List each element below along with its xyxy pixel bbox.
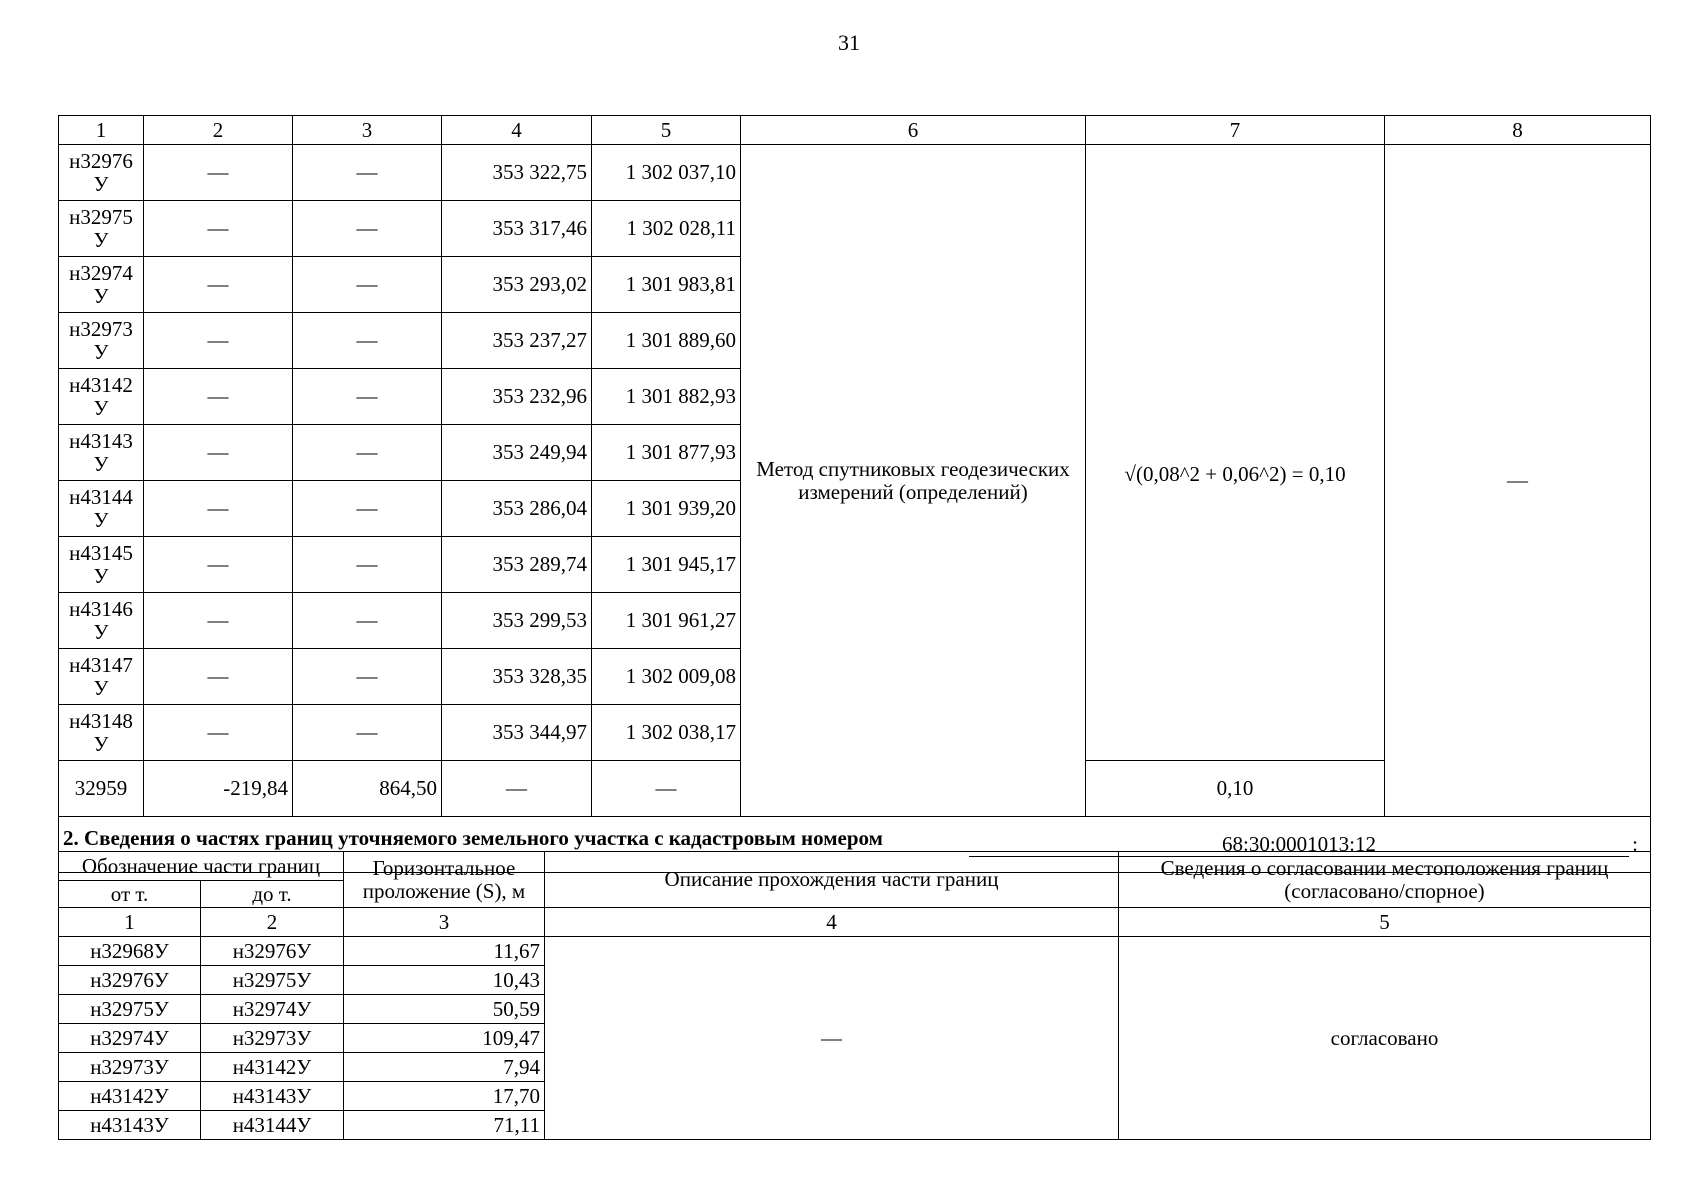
table-cell: 353 286,04 [442, 481, 592, 537]
table-cell: 1 301 882,93 [592, 369, 741, 425]
horizontal-header: Горизонтальное проложение (S), м [344, 852, 545, 908]
colon: : [1632, 831, 1638, 856]
column-number: 6 [741, 116, 1086, 145]
point-id: н43143 У [59, 425, 144, 481]
table-cell: — [293, 649, 442, 705]
column-8-cell: — [1385, 145, 1651, 817]
table-cell: 353 232,96 [442, 369, 592, 425]
from-point: н32968У [59, 937, 201, 966]
column-number: 1 [59, 908, 201, 937]
column-number: 5 [1119, 908, 1651, 937]
point-id: 32959 [59, 761, 144, 817]
accuracy-formula-cell: √(0,08^2 + 0,06^2) = 0,10 [1086, 145, 1385, 761]
table-cell: 1 301 983,81 [592, 257, 741, 313]
from-point: н43142У [59, 1082, 201, 1111]
table-cell: — [293, 481, 442, 537]
horizontal-distance: 11,67 [344, 937, 545, 966]
horizontal-distance: 71,11 [344, 1111, 545, 1140]
cadastral-number: 68:30:0001013:12 [969, 833, 1629, 857]
table-header-row [59, 852, 1651, 881]
to-header: до т. [201, 881, 344, 908]
table-cell: 353 237,27 [442, 313, 592, 369]
to-point: н43144У [201, 1111, 344, 1140]
column-number: 5 [592, 116, 741, 145]
horizontal-distance: 17,70 [344, 1082, 545, 1111]
column-number: 4 [545, 908, 1119, 937]
table-cell: — [442, 761, 592, 817]
point-id: н43148 У [59, 705, 144, 761]
table-cell: — [293, 593, 442, 649]
description-cell: — [545, 937, 1119, 1140]
from-header: от т. [59, 881, 201, 908]
point-id: н32976 У [59, 145, 144, 201]
table-cell: — [293, 201, 442, 257]
column-number: 8 [1385, 116, 1651, 145]
point-id: н32974 У [59, 257, 144, 313]
point-id: н43147 У [59, 649, 144, 705]
table-cell: — [293, 257, 442, 313]
from-point: н32976У [59, 966, 201, 995]
agreement-header: Сведения о согласовании местоположения границ (согласовано/спорное) [1119, 852, 1651, 908]
point-id: н32975 У [59, 201, 144, 257]
point-id: н43144 У [59, 481, 144, 537]
table-header-row [59, 116, 1651, 145]
from-point: н43143У [59, 1111, 201, 1140]
table-cell: — [144, 649, 293, 705]
table-cell: 353 299,53 [442, 593, 592, 649]
coordinates-table [58, 115, 1651, 873]
section-title: 2. Сведения о частях границ уточняемого земельного участка с кадастровым номером [63, 825, 883, 850]
table-cell: 1 302 038,17 [592, 705, 741, 761]
table-cell: 864,50 [293, 761, 442, 817]
to-point: н32974У [201, 995, 344, 1024]
agreement-cell: согласовано [1119, 937, 1651, 1140]
table-cell: 353 289,74 [442, 537, 592, 593]
from-point: н32974У [59, 1024, 201, 1053]
table-cell: — [144, 313, 293, 369]
column-number: 2 [144, 116, 293, 145]
table-cell: 1 302 037,10 [592, 145, 741, 201]
method-cell: Метод спутниковых геодезических измерений (определений) [741, 145, 1086, 817]
to-point: н32973У [201, 1024, 344, 1053]
table-cell: — [144, 593, 293, 649]
to-point: н32975У [201, 966, 344, 995]
to-point: н32976У [201, 937, 344, 966]
column-number: 3 [293, 116, 442, 145]
table-cell: 353 322,75 [442, 145, 592, 201]
table-cell: — [144, 425, 293, 481]
table-cell: 353 344,97 [442, 705, 592, 761]
horizontal-distance: 10,43 [344, 966, 545, 995]
description-header: Описание прохождения части границ [545, 852, 1119, 908]
page-number: 31 [838, 30, 860, 55]
table-cell: — [144, 537, 293, 593]
column-number: 1 [59, 116, 144, 145]
table-cell: — [592, 761, 741, 817]
table-cell: 1 301 939,20 [592, 481, 741, 537]
table-cell: — [293, 537, 442, 593]
point-id: н43145 У [59, 537, 144, 593]
column-number: 4 [442, 116, 592, 145]
table-cell: — [293, 705, 442, 761]
column-number: 3 [344, 908, 545, 937]
table-cell: 353 249,94 [442, 425, 592, 481]
part-designation-header: Обозначение части границ [59, 852, 344, 881]
table-cell: — [293, 425, 442, 481]
point-id: н43142 У [59, 369, 144, 425]
from-point: н32975У [59, 995, 201, 1024]
to-point: н43142У [201, 1053, 344, 1082]
column-number: 7 [1086, 116, 1385, 145]
accuracy-value-cell: 0,10 [1086, 761, 1385, 817]
horizontal-distance: 7,94 [344, 1053, 545, 1082]
table-row [59, 937, 1651, 966]
table-cell: — [293, 313, 442, 369]
point-id: н32973 У [59, 313, 144, 369]
column-numbers-row [59, 908, 1651, 937]
horizontal-distance: 50,59 [344, 995, 545, 1024]
table-cell: 1 302 028,11 [592, 201, 741, 257]
table-cell: 1 301 945,17 [592, 537, 741, 593]
table-cell: 1 301 961,27 [592, 593, 741, 649]
table-cell: — [144, 145, 293, 201]
table-cell: — [293, 369, 442, 425]
table-cell: — [144, 481, 293, 537]
table-row [59, 145, 1651, 201]
horizontal-distance: 109,47 [344, 1024, 545, 1053]
table-cell: 1 301 889,60 [592, 313, 741, 369]
from-point: н32973У [59, 1053, 201, 1082]
boundary-parts-table [58, 851, 1651, 1140]
table-cell: -219,84 [144, 761, 293, 817]
table-cell: — [144, 705, 293, 761]
table-cell: 353 317,46 [442, 201, 592, 257]
table-cell: — [144, 257, 293, 313]
table-cell: — [144, 201, 293, 257]
column-number: 2 [201, 908, 344, 937]
table-cell: 353 293,02 [442, 257, 592, 313]
table-cell: 1 302 009,08 [592, 649, 741, 705]
point-id: н43146 У [59, 593, 144, 649]
table-cell: 353 328,35 [442, 649, 592, 705]
table-cell: 1 301 877,93 [592, 425, 741, 481]
table-cell: — [293, 145, 442, 201]
to-point: н43143У [201, 1082, 344, 1111]
table-cell: — [144, 369, 293, 425]
